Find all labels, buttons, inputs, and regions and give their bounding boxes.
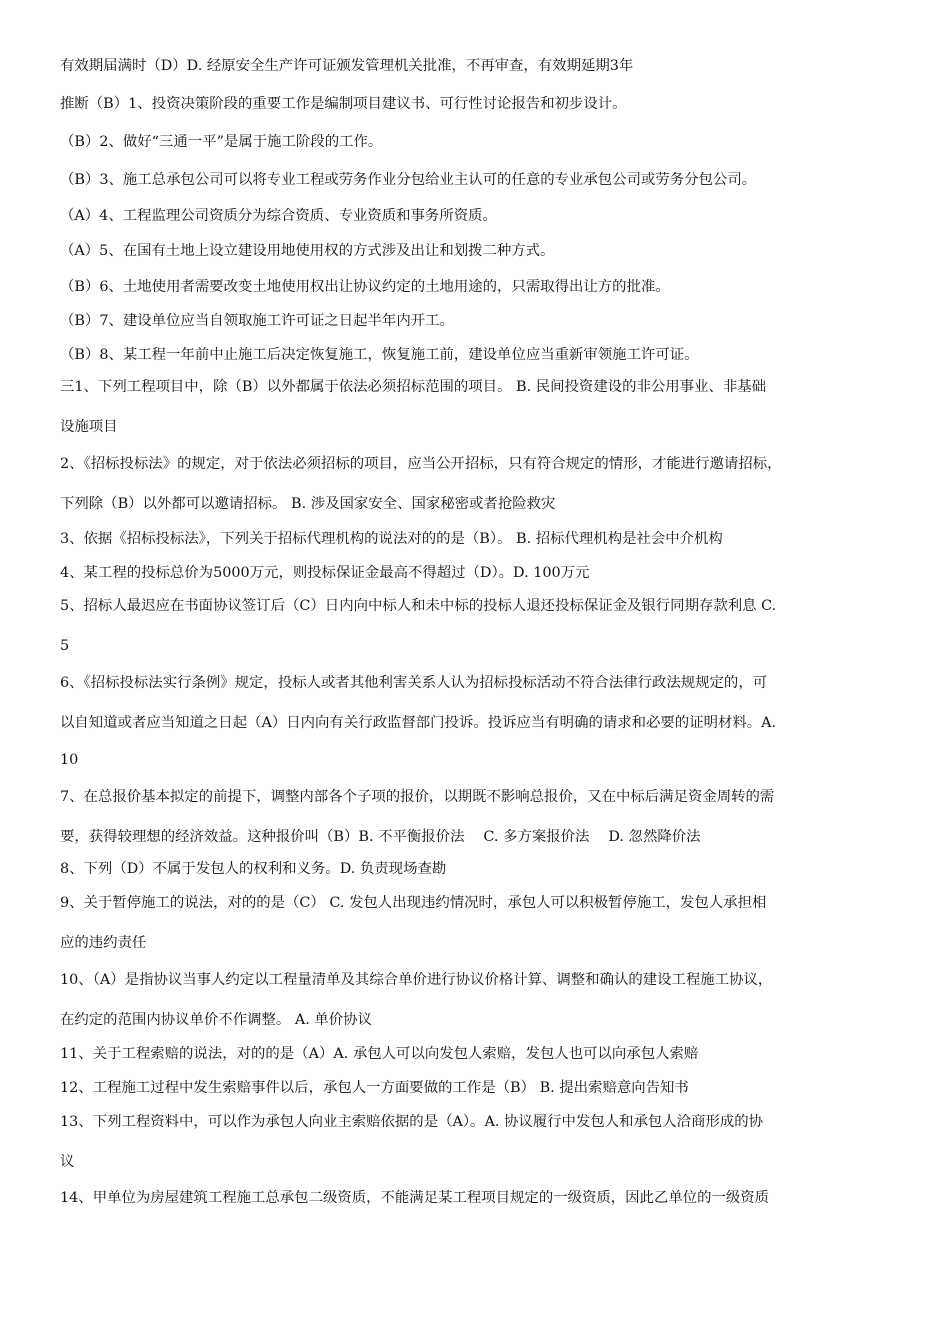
text-line: （B）7、建设单位应当自领取施工许可证之日起半年内开工。	[60, 313, 454, 329]
text-line: 以自知道或者应当知道之日起（A）日内向有关行政监督部门投诉。投诉应当有明确的请求和必要的证明材料。A.	[60, 715, 777, 731]
text-line: （A）5、在国有土地上设立建设用地使用权的方式涉及出让和划拨二种方式。	[60, 243, 555, 259]
text-line: 设施项目	[60, 419, 118, 435]
text-line: 要，获得较理想的经济效益。这种报价叫（B）B. 不平衡报价法 C. 多方案报价法 D. 忽然降价法	[60, 829, 701, 845]
text-line: 7、在总报价基本拟定的前提下，调整内部各个子项的报价，以期既不影响总报价，又在中标后满足资金周转的需	[60, 789, 775, 805]
text-line: 10	[60, 752, 79, 768]
text-line: 5	[60, 638, 70, 654]
text-line: 3、依据《招标投标法》，下列关于招标代理机构的说法对的的是（B）。 B. 招标代理机构是社会中介机构	[60, 531, 723, 547]
text-line: （B）2、做好“三通一平”是属于施工阶段的工作。	[60, 134, 383, 150]
text-line: 9、关于暂停施工的说法，对的的是（C） C. 发包人出现违约情况时，承包人可以积极暂停施工，发包人承担相	[60, 895, 767, 911]
text-line: （B）8、某工程一年前中止施工后决定恢复施工，恢复施工前，建设单位应当重新审领施工许可证。	[60, 347, 699, 363]
text-line: （B）6、土地使用者需要改变土地使用权出让协议约定的土地用途的，只需取得出让方的批准。	[60, 279, 670, 295]
text-line: （B）3、施工总承包公司可以将专业工程或劳务作业分包给业主认可的任意的专业承包公司或劳务分包公司。	[60, 172, 757, 188]
text-line: 在约定的范围内协议单价不作调整。 A. 单价协议	[60, 1012, 372, 1028]
text-line: 5、招标人最迟应在书面协议签订后（C）日内向中标人和未中标的投标人退还投标保证金及银行同期存款利息 C.	[60, 598, 777, 614]
text-line: 下列除（B）以外都可以邀请招标。 B. 涉及国家安全、国家秘密或者抢险救灾	[60, 496, 556, 512]
text-line: 12、工程施工过程中发生索赔事件以后，承包人一方面要做的工作是（B） B. 提出索赔意向告知书	[60, 1080, 689, 1096]
text-line: 三1、下列工程项目中，除（B）以外都属于依法必须招标范围的项目。 B. 民间投资建设的非公用事业、非基础	[60, 379, 767, 395]
text-line: 14、甲单位为房屋建筑工程施工总承包二级资质，不能满足某工程项目规定的一级资质，因此乙单位的一级资质	[60, 1190, 770, 1206]
document-page	[60, 58, 906, 1206]
text-line: 10、（A）是指协议当事人约定以工程量清单及其综合单价进行协议价格计算、调整和确认的建设工程施工协议，	[60, 972, 773, 988]
text-line: 6、《招标投标法实行条例》规定，投标人或者其他利害关系人认为招标投标活动不符合法律行政法规规定的，可	[60, 675, 768, 691]
text-line: 应的违约责任	[60, 935, 147, 951]
text-line: 8、下列（D）不属于发包人的权利和义务。D. 负责现场查勘	[60, 861, 447, 877]
text-line: 推断（B）1、投资决策阶段的重要工作是编制项目建议书、可行性讨论报告和初步设计。	[60, 96, 627, 112]
text-line: 13、下列工程资料中，可以作为承包人向业主索赔依据的是（A）。A. 协议履行中发包人和承包人洽商形成的协	[60, 1114, 764, 1130]
text-line: 有效期届满时（D）D. 经原安全生产许可证颁发管理机关批准，不再审查，有效期延期3年	[60, 58, 634, 74]
text-line: （A）4、工程监理公司资质分为综合资质、专业资质和事务所资质。	[60, 208, 497, 224]
text-line: 4、某工程的投标总价为5000万元，则投标保证金最高不得超过（D）。D. 100万元	[60, 565, 590, 581]
text-line: 议	[60, 1154, 75, 1170]
text-line: 2、《招标投标法》的规定，对于依法必须招标的项目，应当公开招标，只有符合规定的情形，才能进行邀请招标，	[60, 456, 782, 472]
text-line: 11、关于工程索赔的说法，对的的是（A）A. 承包人可以向发包人索赔，发包人也可以向承包人索赔	[60, 1046, 699, 1062]
